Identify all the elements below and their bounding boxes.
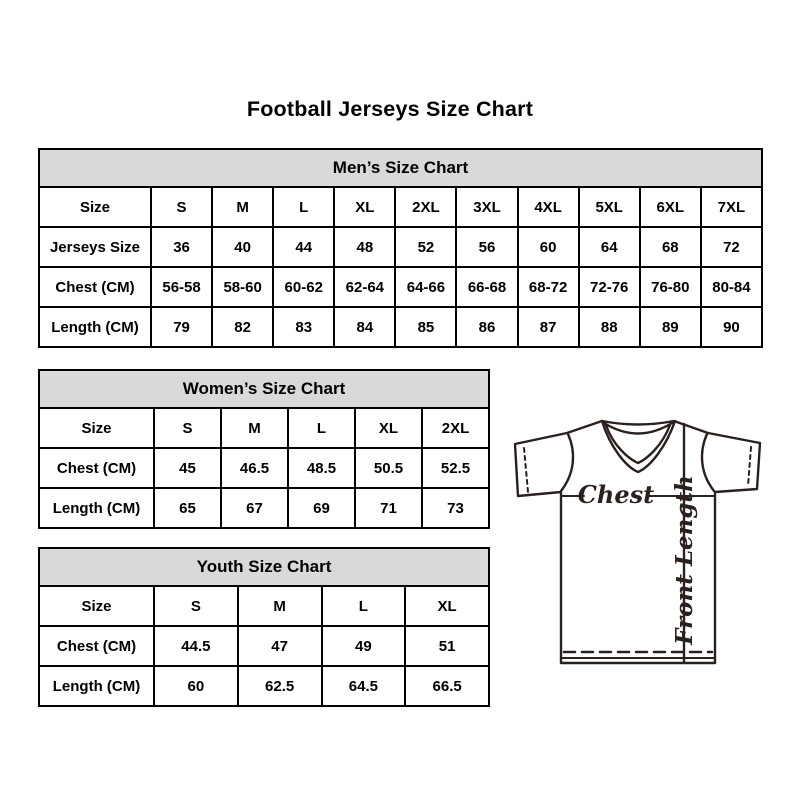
table-row [39, 666, 489, 706]
value-cell: 52 [395, 227, 456, 267]
value-cell: 60 [154, 666, 238, 706]
value-cell: 4XL [518, 187, 579, 227]
row-label-cell: Chest (CM) [39, 448, 154, 488]
page-title: Football Jerseys Size Chart [246, 97, 534, 121]
youth-size-chart [38, 547, 490, 707]
value-cell: XL [405, 586, 489, 626]
row-label-cell: Length (CM) [39, 666, 154, 706]
value-cell: 56-58 [151, 267, 212, 307]
row-label-cell: Jerseys Size [39, 227, 151, 267]
row-label-cell: Size [39, 408, 154, 448]
value-cell: 68-72 [518, 267, 579, 307]
value-cell: 86 [456, 307, 517, 347]
value-cell: 50.5 [355, 448, 422, 488]
value-cell: 82 [212, 307, 273, 347]
table-row [39, 586, 489, 626]
value-cell: 66.5 [405, 666, 489, 706]
value-cell: 72-76 [579, 267, 640, 307]
value-cell: 64.5 [322, 666, 406, 706]
mens-size-chart-header: Men’s Size Chart [38, 148, 763, 188]
value-cell: 73 [422, 488, 489, 528]
value-cell: 5XL [579, 187, 640, 227]
value-cell: 47 [238, 626, 322, 666]
value-cell: 84 [334, 307, 395, 347]
value-cell: 2XL [422, 408, 489, 448]
value-cell: XL [334, 187, 395, 227]
value-cell: 83 [273, 307, 334, 347]
row-label-cell: Chest (CM) [39, 626, 154, 666]
value-cell: 90 [701, 307, 762, 347]
value-cell: L [288, 408, 355, 448]
value-cell: 66-68 [456, 267, 517, 307]
value-cell: L [322, 586, 406, 626]
value-cell: S [154, 586, 238, 626]
youth-size-chart-header: Youth Size Chart [38, 547, 490, 587]
value-cell: 44.5 [154, 626, 238, 666]
value-cell: 45 [154, 448, 221, 488]
row-label-cell: Length (CM) [39, 488, 154, 528]
value-cell: L [273, 187, 334, 227]
value-cell: M [221, 408, 288, 448]
value-cell: 60-62 [273, 267, 334, 307]
womens-size-table [38, 407, 490, 529]
value-cell: 46.5 [221, 448, 288, 488]
value-cell: 79 [151, 307, 212, 347]
value-cell: 48.5 [288, 448, 355, 488]
table-row [39, 227, 762, 267]
womens-size-chart [38, 369, 490, 529]
table-row [39, 408, 489, 448]
value-cell: 40 [212, 227, 273, 267]
value-cell: 48 [334, 227, 395, 267]
value-cell: S [151, 187, 212, 227]
value-cell: 64-66 [395, 267, 456, 307]
value-cell: 64 [579, 227, 640, 267]
jersey-measurement-diagram [498, 402, 773, 682]
value-cell: 65 [154, 488, 221, 528]
value-cell: 76-80 [640, 267, 701, 307]
row-label-cell: Length (CM) [39, 307, 151, 347]
row-label-cell: Size [39, 187, 151, 227]
row-label-cell: Chest (CM) [39, 267, 151, 307]
value-cell: 72 [701, 227, 762, 267]
value-cell: 88 [579, 307, 640, 347]
value-cell: 62-64 [334, 267, 395, 307]
value-cell: 52.5 [422, 448, 489, 488]
jersey-outline [515, 421, 760, 663]
mens-size-table [38, 186, 763, 348]
front-length-label: Front Length [671, 475, 698, 645]
value-cell: 6XL [640, 187, 701, 227]
value-cell: 49 [322, 626, 406, 666]
table-row [39, 488, 489, 528]
youth-size-table [38, 585, 490, 707]
value-cell: 67 [221, 488, 288, 528]
value-cell: 58-60 [212, 267, 273, 307]
table-row [39, 267, 762, 307]
womens-size-chart-header: Women’s Size Chart [38, 369, 490, 409]
value-cell: M [212, 187, 273, 227]
table-row [39, 307, 762, 347]
value-cell: 69 [288, 488, 355, 528]
table-row [39, 626, 489, 666]
value-cell: 44 [273, 227, 334, 267]
value-cell: 2XL [395, 187, 456, 227]
value-cell: 7XL [701, 187, 762, 227]
value-cell: 68 [640, 227, 701, 267]
row-label-cell: Size [39, 586, 154, 626]
value-cell: 71 [355, 488, 422, 528]
value-cell: 62.5 [238, 666, 322, 706]
value-cell: M [238, 586, 322, 626]
value-cell: 87 [518, 307, 579, 347]
value-cell: 85 [395, 307, 456, 347]
chest-label: Chest [577, 480, 655, 509]
mens-size-chart [38, 148, 763, 348]
value-cell: 80-84 [701, 267, 762, 307]
value-cell: 36 [151, 227, 212, 267]
value-cell: 51 [405, 626, 489, 666]
table-row [39, 187, 762, 227]
value-cell: 60 [518, 227, 579, 267]
value-cell: S [154, 408, 221, 448]
value-cell: 56 [456, 227, 517, 267]
value-cell: 89 [640, 307, 701, 347]
value-cell: XL [355, 408, 422, 448]
value-cell: 3XL [456, 187, 517, 227]
table-row [39, 448, 489, 488]
